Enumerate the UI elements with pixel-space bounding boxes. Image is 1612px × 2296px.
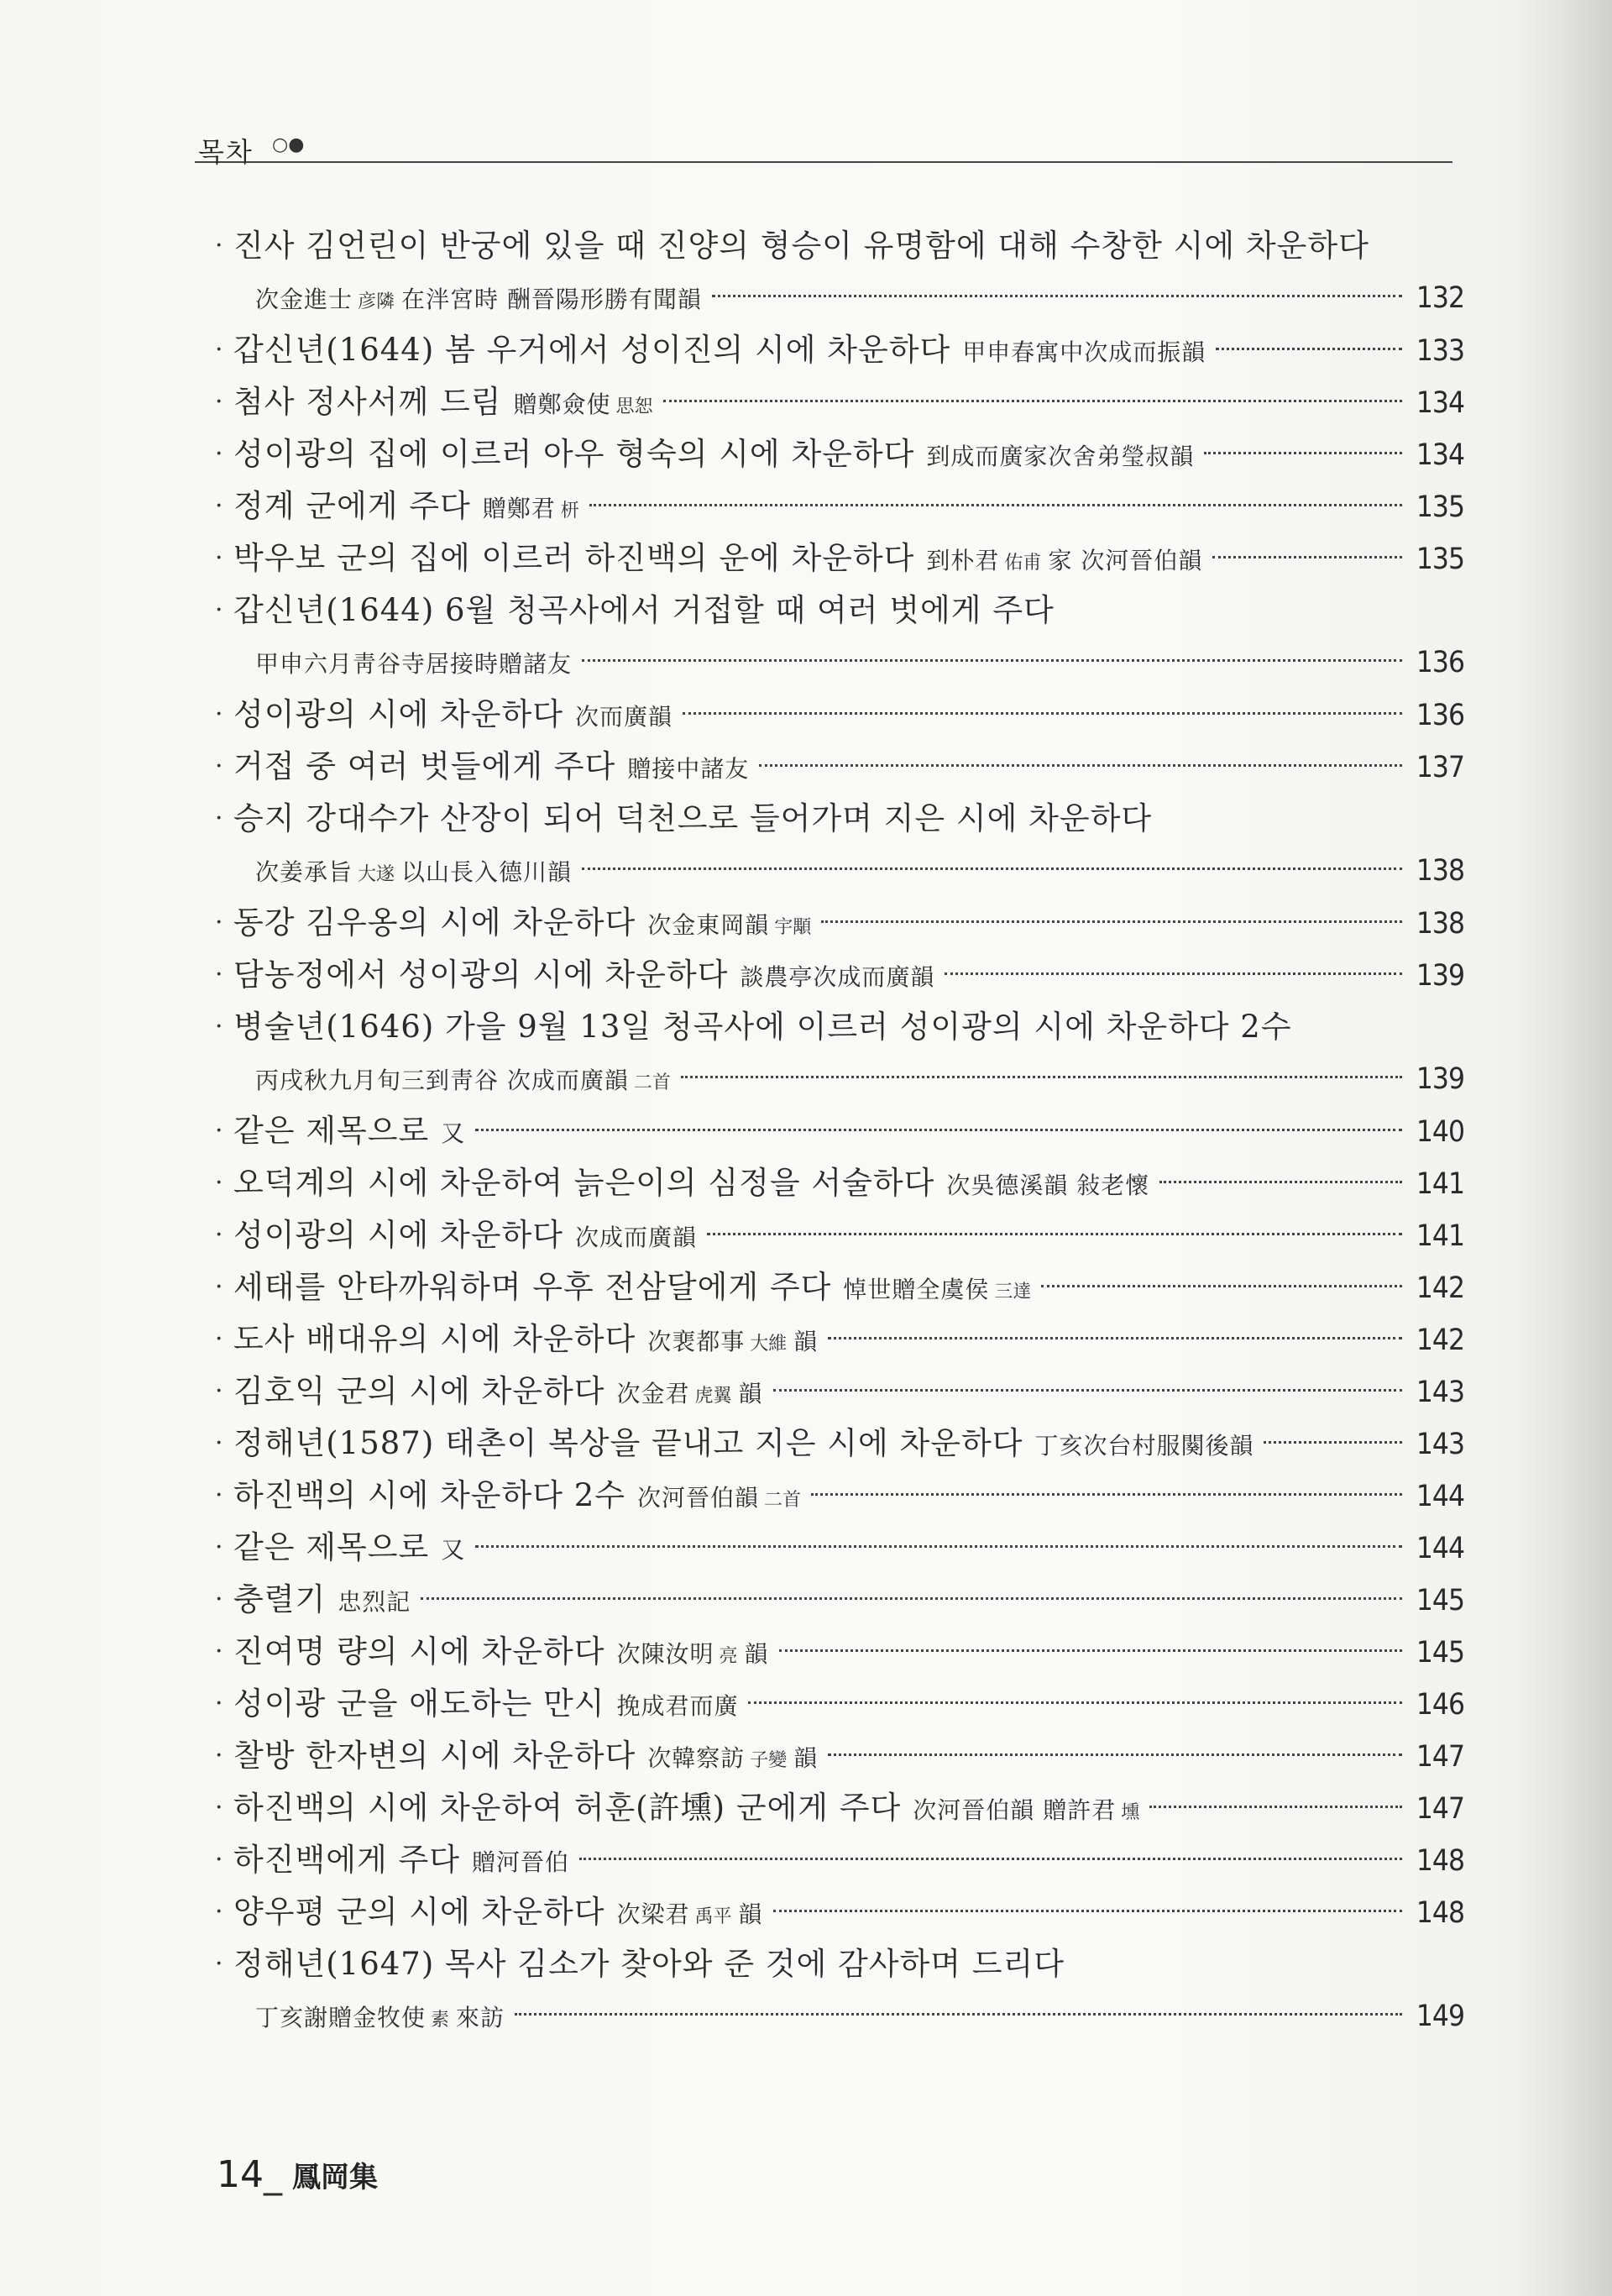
entry-title-korean: 성이광의 시에 차운하다 bbox=[233, 696, 563, 732]
entry-page-number: 137 bbox=[1416, 751, 1464, 784]
entry-title-korean: 충렬기 bbox=[233, 1581, 327, 1617]
entry-page-number: 146 bbox=[1416, 1688, 1464, 1722]
entry-title-korean: 첨사 정사서께 드림 bbox=[233, 384, 502, 420]
toc-entry[interactable] bbox=[215, 1209, 1464, 1261]
entry-title-hanja: 次裵都事 bbox=[647, 1328, 746, 1355]
entry-note-small: 枅 bbox=[560, 501, 579, 522]
toc-entry[interactable] bbox=[215, 1730, 1464, 1782]
bullet-icon: · bbox=[215, 1741, 223, 1770]
entry-page-number: 148 bbox=[1416, 1844, 1464, 1878]
bullet-icon: · bbox=[215, 908, 223, 937]
toc-entry[interactable] bbox=[215, 949, 1464, 1001]
entry-page-number: 138 bbox=[1416, 854, 1464, 888]
entry-title-hanja-continued: 在泮宮時 酬晉陽形勝有聞韻 bbox=[401, 286, 702, 313]
entry-title-korean: 하진백의 시에 차운하다 2수 bbox=[233, 1477, 625, 1513]
entry-page-number: 135 bbox=[1416, 490, 1464, 524]
entry-title-korean: 같은 제목으로 bbox=[233, 1529, 430, 1565]
entry-title-korean: 성이광의 집에 이르러 아우 형숙의 시에 차운하다 bbox=[233, 436, 915, 472]
entry-title-korean: 오덕계의 시에 차운하여 늙은이의 심정을 서술하다 bbox=[233, 1165, 935, 1201]
entry-title-korean: 도사 배대유의 시에 차운하다 bbox=[233, 1321, 636, 1357]
dot-leader bbox=[712, 295, 1402, 297]
bullet-icon: · bbox=[215, 1637, 223, 1666]
toc-entry[interactable] bbox=[215, 584, 1464, 689]
bullet-icon: · bbox=[215, 1481, 223, 1510]
entry-title-hanja-continued: 來訪 bbox=[456, 2004, 505, 2031]
entry-note-small: 三達 bbox=[994, 1282, 1032, 1303]
entry-title-korean: 정계 군에게 주다 bbox=[233, 488, 471, 524]
entry-page-number: 142 bbox=[1416, 1324, 1464, 1357]
dot-leader bbox=[828, 1337, 1402, 1339]
entry-title-hanja-continued: 韻 bbox=[744, 1640, 769, 1668]
toc-entry[interactable] bbox=[215, 1678, 1464, 1730]
entry-page-number: 133 bbox=[1416, 334, 1464, 368]
bullet-icon: · bbox=[215, 1689, 223, 1718]
entry-page-number: 141 bbox=[1416, 1219, 1464, 1253]
bullet-icon: · bbox=[215, 1533, 223, 1562]
entry-title-korean: 박우보 군의 집에 이르러 하진백의 운에 차운하다 bbox=[233, 540, 915, 576]
entry-note-small: 彦隣 bbox=[358, 291, 395, 312]
bullet-icon: · bbox=[215, 387, 223, 417]
entry-page-number: 136 bbox=[1416, 646, 1464, 679]
table-of-contents bbox=[215, 220, 1464, 2042]
entry-title-korean: 양우평 군의 시에 차운하다 bbox=[233, 1894, 605, 1930]
bullet-icon: · bbox=[215, 1220, 223, 1250]
entry-title-korean: 진여명 량의 시에 차운하다 bbox=[233, 1633, 605, 1670]
bullet-icon: · bbox=[215, 1897, 223, 1926]
entry-title-hanja: 丙戌秋九月旬三到靑谷 次成而廣韻 bbox=[255, 1067, 629, 1094]
entry-title-hanja: 贈接中諸友 bbox=[627, 755, 750, 783]
entry-note-small: 二首 bbox=[764, 1490, 802, 1511]
toc-header bbox=[195, 124, 1452, 168]
entry-page-number: 145 bbox=[1416, 1636, 1464, 1670]
entry-title-hanja: 次成而廣韻 bbox=[574, 1224, 697, 1251]
page-number: 14 bbox=[217, 2153, 264, 2196]
entry-page-number: 132 bbox=[1416, 281, 1464, 315]
entry-title-korean: 하진백의 시에 차운하여 허훈(許壎) 군에게 주다 bbox=[233, 1790, 902, 1826]
entry-page-number: 134 bbox=[1416, 386, 1464, 420]
entry-page-number: 147 bbox=[1416, 1740, 1464, 1774]
footer-separator: _ bbox=[264, 2153, 282, 2196]
toc-entry[interactable] bbox=[215, 1001, 1464, 1105]
entry-title-korean: 성이광의 시에 차운하다 bbox=[233, 1217, 563, 1253]
entry-title-hanja-continued: 家 次河晉伯韻 bbox=[1048, 547, 1203, 574]
header-ornament-icon: ○● bbox=[272, 134, 305, 155]
entry-page-number: 141 bbox=[1416, 1167, 1464, 1201]
entry-title-korean: 세태를 안타까워하며 우후 전삼달에게 주다 bbox=[233, 1269, 832, 1305]
entry-title-hanja: 甲申春寓中次成而振韻 bbox=[962, 338, 1206, 366]
dot-leader bbox=[748, 1701, 1402, 1704]
dot-leader bbox=[1159, 1181, 1402, 1183]
toc-entry[interactable] bbox=[215, 220, 1464, 324]
entry-title-korean: 같은 제목으로 bbox=[233, 1113, 430, 1149]
toc-entry[interactable] bbox=[215, 1834, 1464, 1886]
bullet-icon: · bbox=[215, 1585, 223, 1614]
entry-page-number: 135 bbox=[1416, 543, 1464, 576]
bullet-icon: · bbox=[215, 1116, 223, 1145]
entry-note-small: 壎 bbox=[1121, 1802, 1140, 1823]
bullet-icon: · bbox=[215, 439, 223, 469]
entry-title-hanja: 贈鄭僉使 bbox=[513, 391, 611, 418]
bullet-icon: · bbox=[215, 543, 223, 573]
dot-leader bbox=[779, 1649, 1403, 1652]
entry-page-number: 138 bbox=[1416, 907, 1464, 941]
toc-entry[interactable] bbox=[215, 1470, 1464, 1522]
toc-entry[interactable] bbox=[215, 1157, 1464, 1209]
toc-entry[interactable] bbox=[215, 689, 1464, 741]
dot-leader bbox=[683, 712, 1402, 715]
entry-title-hanja-continued: 韻 bbox=[738, 1380, 763, 1407]
entry-page-number: 143 bbox=[1416, 1428, 1464, 1461]
book-title: 鳳岡集 bbox=[292, 2161, 378, 2194]
entry-title-hanja: 次陳汝明 bbox=[616, 1640, 714, 1668]
entry-title-hanja: 次韓察訪 bbox=[647, 1744, 746, 1772]
dot-leader bbox=[475, 1545, 1402, 1548]
entry-title-hanja-continued: 韻 bbox=[793, 1744, 819, 1772]
toc-entry[interactable] bbox=[215, 1418, 1464, 1470]
dot-leader bbox=[663, 400, 1403, 402]
bullet-icon: · bbox=[215, 1793, 223, 1822]
entry-title-korean: 성이광 군을 애도하는 만시 bbox=[233, 1685, 605, 1722]
dot-leader bbox=[1264, 1441, 1402, 1444]
entry-title-korean: 동강 김우옹의 시에 차운하다 bbox=[233, 904, 636, 941]
entry-title-korean: 정해년(1587) 태촌이 복상을 끝내고 지은 시에 차운하다 bbox=[233, 1425, 1023, 1461]
entry-title-korean: 승지 강대수가 산장이 되어 덕천으로 들어가며 지은 시에 차운하다 bbox=[233, 800, 1153, 836]
entry-title-hanja-continued: 韻 bbox=[738, 1900, 763, 1928]
entry-title-hanja: 次姜承旨 bbox=[255, 858, 353, 886]
entry-title-korean: 갑신년(1644) 6월 청곡사에서 거접할 때 여러 벗에게 주다 bbox=[233, 592, 1055, 628]
entry-title-korean: 담농정에서 성이광의 시에 차운하다 bbox=[233, 957, 729, 993]
toc-entry[interactable] bbox=[215, 1105, 1464, 1157]
toc-entry[interactable] bbox=[215, 1366, 1464, 1418]
entry-note-small: 宇顒 bbox=[774, 917, 812, 938]
entry-page-number: 149 bbox=[1416, 2000, 1464, 2033]
entry-title-hanja: 丁亥次台村服闋後韻 bbox=[1034, 1432, 1254, 1460]
dot-leader bbox=[773, 1910, 1403, 1912]
dot-leader bbox=[821, 920, 1402, 923]
bullet-icon: · bbox=[215, 1272, 223, 1302]
toc-entry[interactable] bbox=[215, 1782, 1464, 1834]
entry-title-hanja: 甲申六月靑谷寺居接時贈諸友 bbox=[255, 650, 573, 678]
entry-page-number: 148 bbox=[1416, 1896, 1464, 1930]
entry-title-hanja: 次梁君 bbox=[616, 1900, 690, 1928]
entry-note-small: 子變 bbox=[750, 1750, 788, 1771]
toc-entry[interactable] bbox=[215, 897, 1464, 949]
entry-title-hanja: 次河晉伯韻 bbox=[637, 1484, 760, 1512]
bullet-icon: · bbox=[215, 1376, 223, 1406]
entry-title-hanja: 到成而廣家次舍弟瑩叔韻 bbox=[926, 443, 1195, 470]
dot-leader bbox=[1216, 348, 1402, 350]
entry-title-korean: 병술년(1646) 가을 9월 13일 청곡사에 이르러 성이광의 시에 차운하다 2수 bbox=[233, 1009, 1292, 1045]
dot-leader bbox=[828, 1753, 1402, 1756]
toc-entry[interactable] bbox=[215, 532, 1464, 584]
bullet-icon: · bbox=[215, 1168, 223, 1198]
entry-title-korean: 정해년(1647) 목사 김소가 찾아와 준 것에 감사하며 드리다 bbox=[233, 1946, 1065, 1982]
entry-title-hanja: 次金進士 bbox=[255, 286, 353, 313]
entry-note-small: 素 bbox=[431, 2010, 450, 2031]
entry-title-hanja: 忠烈記 bbox=[338, 1588, 411, 1616]
page-footer bbox=[217, 2150, 378, 2200]
entry-title-hanja: 悼世贈全虞侯 bbox=[843, 1276, 990, 1303]
entry-title-korean: 하진백에게 주다 bbox=[233, 1842, 460, 1878]
entry-page-number: 144 bbox=[1416, 1532, 1464, 1565]
entry-note-small: 二首 bbox=[633, 1072, 671, 1093]
entry-note-small: 亮 bbox=[719, 1646, 738, 1667]
dot-leader bbox=[421, 1597, 1402, 1600]
entry-title-korean: 찰방 한자변의 시에 차운하다 bbox=[233, 1738, 636, 1774]
entry-title-hanja: 又 bbox=[441, 1119, 466, 1147]
toc-entry[interactable] bbox=[215, 480, 1464, 532]
entry-title-korean: 김호익 군의 시에 차운하다 bbox=[233, 1373, 605, 1409]
entry-title-hanja: 次金東岡韻 bbox=[647, 911, 770, 939]
entry-title-hanja: 到朴君 bbox=[926, 547, 1000, 574]
bullet-icon: · bbox=[215, 1428, 223, 1458]
entry-page-number: 145 bbox=[1416, 1584, 1464, 1617]
dot-leader bbox=[1204, 452, 1402, 454]
bullet-icon: · bbox=[215, 1324, 223, 1354]
bullet-icon: · bbox=[215, 804, 223, 833]
entry-title-hanja: 次而廣韻 bbox=[574, 703, 673, 731]
entry-title-hanja: 次金君 bbox=[616, 1380, 690, 1407]
entry-page-number: 139 bbox=[1416, 1062, 1464, 1096]
toc-entry[interactable] bbox=[215, 1261, 1464, 1313]
entry-title-korean: 갑신년(1644) 봄 우거에서 성이진의 시에 차운하다 bbox=[233, 332, 951, 368]
entry-title-hanja: 談農亭次成而廣韻 bbox=[740, 963, 935, 991]
entry-title-korean: 진사 김언린이 반궁에 있을 때 진양의 형승이 유명함에 대해 수창한 시에 차운하다 bbox=[233, 228, 1369, 264]
dot-leader bbox=[589, 504, 1402, 506]
entry-title-hanja: 挽成君而廣 bbox=[616, 1692, 739, 1720]
dot-leader bbox=[945, 972, 1402, 975]
toc-entry[interactable] bbox=[215, 1938, 1464, 2042]
toc-entry[interactable] bbox=[215, 1886, 1464, 1938]
entry-title-hanja: 次吳德溪韻 敍老懷 bbox=[946, 1172, 1150, 1199]
toc-entry[interactable] bbox=[215, 324, 1464, 376]
dot-leader bbox=[681, 1076, 1402, 1078]
toc-entry[interactable] bbox=[215, 1313, 1464, 1366]
bullet-icon: · bbox=[215, 1845, 223, 1874]
bullet-icon: · bbox=[215, 1949, 223, 1979]
entry-title-hanja: 贈鄭君 bbox=[482, 495, 556, 522]
entry-page-number: 142 bbox=[1416, 1271, 1464, 1305]
dot-leader bbox=[759, 764, 1402, 767]
bullet-icon: · bbox=[215, 595, 223, 625]
entry-note-small: 佑甫 bbox=[1004, 553, 1042, 574]
entry-page-number: 139 bbox=[1416, 959, 1464, 993]
bullet-icon: · bbox=[215, 1012, 223, 1041]
entry-page-number: 144 bbox=[1416, 1480, 1464, 1513]
toc-entry[interactable] bbox=[215, 1574, 1464, 1626]
entry-page-number: 140 bbox=[1416, 1115, 1464, 1149]
dot-leader bbox=[1041, 1285, 1402, 1287]
entry-title-hanja-continued: 以山長入德川韻 bbox=[401, 858, 573, 886]
dot-leader bbox=[515, 2013, 1402, 2016]
dot-leader bbox=[773, 1389, 1403, 1392]
toc-entry[interactable] bbox=[215, 428, 1464, 480]
entry-title-hanja: 次河晉伯韻 贈許君 bbox=[913, 1796, 1117, 1824]
toc-entry[interactable] bbox=[215, 741, 1464, 793]
entry-note-small: 虎翼 bbox=[694, 1386, 732, 1407]
entry-page-number: 136 bbox=[1416, 699, 1464, 732]
bullet-icon: · bbox=[215, 960, 223, 989]
bullet-icon: · bbox=[215, 700, 223, 729]
dot-leader bbox=[1212, 556, 1402, 558]
entry-note-small: 大遂 bbox=[358, 864, 395, 885]
dot-leader bbox=[582, 659, 1402, 662]
entry-title-hanja: 丁亥謝贈金牧使 bbox=[255, 2004, 427, 2031]
entry-note-small: 大維 bbox=[750, 1334, 788, 1355]
entry-title-hanja: 贈河晉伯 bbox=[471, 1848, 569, 1876]
dot-leader bbox=[707, 1233, 1402, 1235]
entry-page-number: 147 bbox=[1416, 1792, 1464, 1826]
entry-title-hanja-continued: 韻 bbox=[793, 1328, 819, 1355]
entry-title-korean: 거접 중 여러 벗들에게 주다 bbox=[233, 748, 616, 784]
bullet-icon: · bbox=[215, 231, 223, 260]
dot-leader bbox=[1149, 1806, 1402, 1808]
toc-entry[interactable] bbox=[215, 793, 1464, 897]
bullet-icon: · bbox=[215, 491, 223, 521]
toc-title: 목차 bbox=[198, 136, 254, 168]
dot-leader bbox=[475, 1129, 1402, 1131]
entry-title-hanja: 又 bbox=[441, 1536, 466, 1564]
dot-leader bbox=[579, 1858, 1402, 1860]
entry-note-small: 禹平 bbox=[694, 1906, 732, 1927]
dot-leader bbox=[811, 1493, 1402, 1496]
bullet-icon: · bbox=[215, 335, 223, 364]
dot-leader bbox=[582, 868, 1402, 870]
toc-entry[interactable] bbox=[215, 376, 1464, 428]
entry-page-number: 134 bbox=[1416, 438, 1464, 472]
entry-page-number: 143 bbox=[1416, 1376, 1464, 1409]
toc-entry[interactable] bbox=[215, 1522, 1464, 1574]
entry-note-small: 思恕 bbox=[615, 396, 653, 417]
bullet-icon: · bbox=[215, 752, 223, 781]
toc-entry[interactable] bbox=[215, 1626, 1464, 1678]
